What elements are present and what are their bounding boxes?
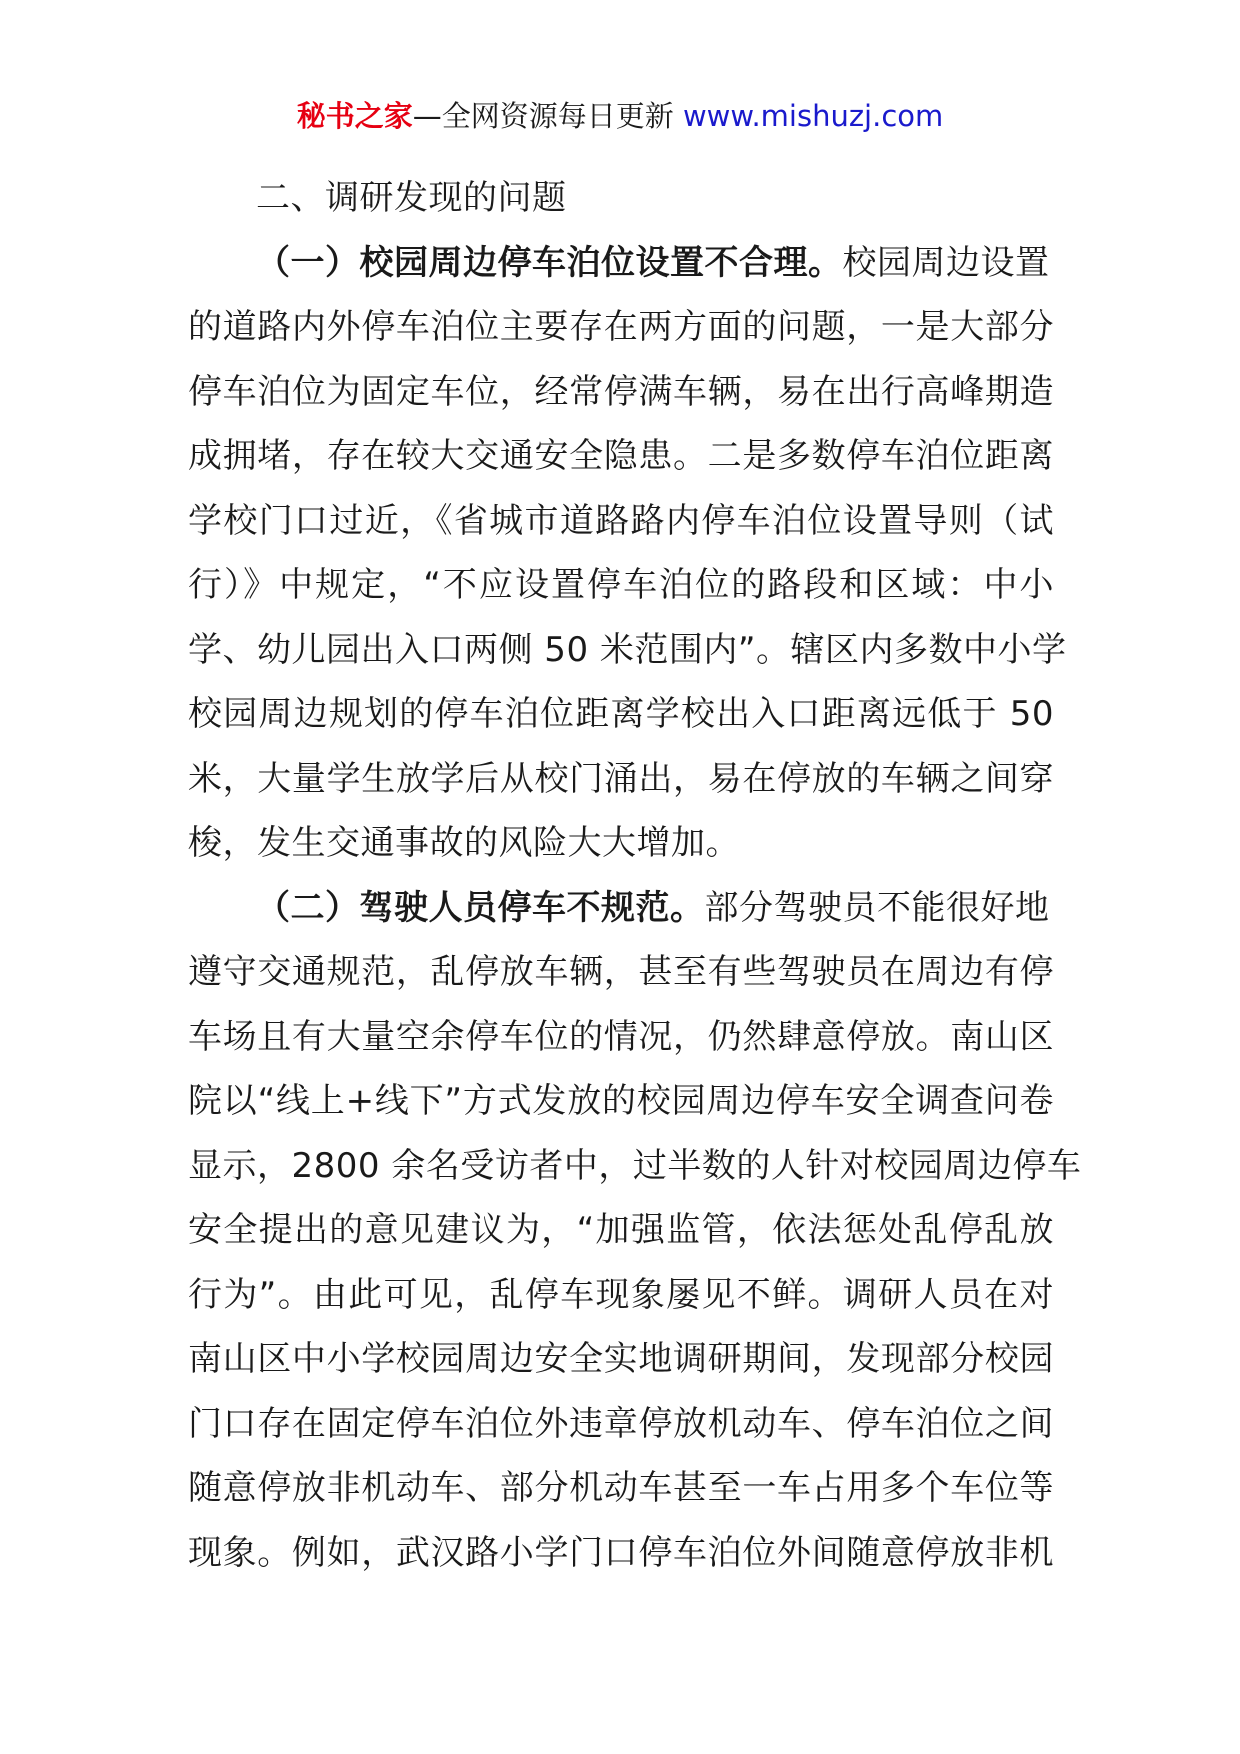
paragraph1-line: 学校门口过近，《省城市道路路内停车泊位设置导则（试	[188, 500, 1054, 541]
paragraph1-line: 成拥堵，存在较大交通安全隐患。二是多数停车泊位距离	[188, 436, 1054, 476]
paragraph1-line: 米，大量学生放学后从校门涌出，易在停放的车辆之间穿	[188, 758, 1054, 799]
paragraph1-line: 学、幼儿园出入口两侧 50 米范围内”。辖区内多数中小学	[188, 629, 1067, 670]
paragraph2-line: 南山区中小学校园周边安全实地调研期间，发现部分校园	[188, 1339, 1054, 1379]
paragraph1-line: 停车泊位为固定车位，经常停满车辆，易在出行高峰期造	[188, 371, 1054, 412]
paragraph2-first-line	[188, 876, 1054, 941]
paragraph2-lead-title: （二）驾驶人员停车不规范。	[256, 887, 705, 928]
site-header	[0, 98, 1240, 134]
paragraph2-line: 门口存在固定停车泊位外违章停放机动车、停车泊位之间	[188, 1403, 1054, 1444]
paragraph1-line: 的道路内外停车泊位主要存在两方面的问题，一是大部分	[188, 307, 1054, 347]
paragraph1-line: 行）》中规定，“不应设置停车泊位的路段和区域：中小	[188, 565, 1054, 605]
paragraph2-line: 遵守交通规范，乱停放车辆，甚至有些驾驶员在周边有停	[188, 952, 1054, 992]
paragraph2-line: 现象。例如，武汉路小学门口停车泊位外间随意停放非机	[188, 1532, 1054, 1573]
site-tagline: —全网资源每日更新	[412, 99, 674, 133]
paragraph2-line: 显示，2800 余名受访者中，过半数的人针对校园周边停车	[188, 1145, 1082, 1186]
paragraph2-line: 院以“线上+线下”方式发放的校园周边停车安全调查问卷	[188, 1081, 1054, 1121]
paragraph1-lead-text: 校园周边设置	[842, 242, 1050, 283]
paragraph1-lead-title: （一）校园周边停车泊位设置不合理。	[256, 242, 843, 283]
paragraph1-first-line	[188, 231, 1054, 296]
paragraph2-line: 行为”。由此可见，乱停车现象屡见不鲜。调研人员在对	[188, 1274, 1054, 1315]
paragraph2-line: 安全提出的意见建议为，“加强监管，依法惩处乱停乱放	[188, 1210, 1054, 1250]
paragraph1-line: 梭，发生交通事故的风险大大增加。	[188, 823, 740, 863]
site-url-link[interactable]: www.mishuzj.com	[682, 99, 944, 133]
section-heading: 二、调研发现的问题	[256, 178, 567, 218]
document-body	[188, 166, 1082, 1585]
paragraph2-lead-text: 部分驾驶员不能很好地	[704, 887, 1050, 928]
paragraph1-line: 校园周边规划的停车泊位距离学校出入口距离远低于 50	[188, 694, 1054, 734]
paragraph2-line: 随意停放非机动车、部分机动车甚至一车占用多个车位等	[188, 1468, 1054, 1508]
site-brand: 秘书之家	[296, 99, 413, 133]
paragraph2-line: 车场且有大量空余停车位的情况，仍然肆意停放。南山区	[188, 1016, 1054, 1057]
